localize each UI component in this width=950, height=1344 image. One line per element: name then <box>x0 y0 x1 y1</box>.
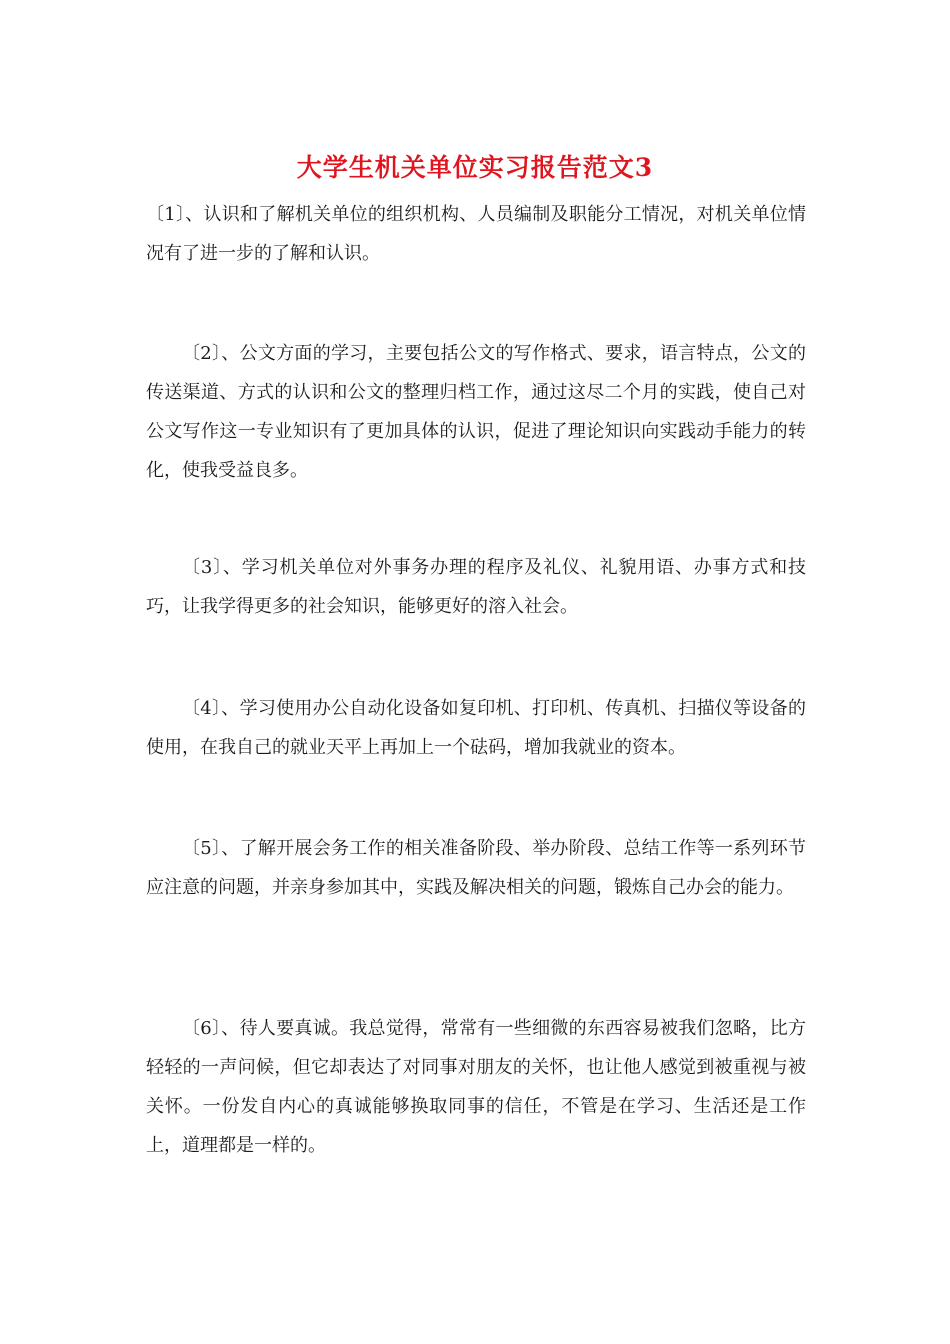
paragraph-1: 〔1〕、认识和了解机关单位的组织机构、人员编制及职能分工情况，对机关单位情况有了进一步的了解和认识。 <box>146 204 806 264</box>
paragraph-3: 〔3〕、学习机关单位对外事务办理的程序及礼仪、礼貌用语、办事方式和技巧，让我学得更多的社会知识，能够更好的溶入社会。 <box>146 557 806 617</box>
paragraph-4: 〔4〕、学习使用办公自动化设备如复印机、打印机、传真机、扫描仪等设备的使用，在我自己的就业天平上再加上一个砝码，增加我就业的资本。 <box>146 698 806 758</box>
paragraph-5: 〔5〕、了解开展会务工作的相关准备阶段、举办阶段、总结工作等一系列环节应注意的问题，并亲身参加其中，实践及解决相关的问题，锻炼自己办会的能力。 <box>146 838 806 898</box>
paragraph-6: 〔6〕、待人要真诚。我总觉得，常常有一些细微的东西容易被我们忽略，比方轻轻的一声问候，但它却表达了对同事对朋友的关怀，也让他人感觉到被重视与被关怀。一份发自内心的真诚能够换取同事的信任，不管是在学习、生活还是工作上，道理都是一样的。 <box>146 1018 806 1156</box>
document-title: 大学生机关单位实习报告范文3 <box>296 153 654 182</box>
paragraph-2: 〔2〕、公文方面的学习，主要包括公文的写作格式、要求，语言特点，公文的传送渠道、方式的认识和公文的整理归档工作，通过这尽二个月的实践，使自己对公文写作这一专业知识有了更加具体的认识，促进了理论知识向实践动手能力的转化，使我受益良多。 <box>146 343 806 481</box>
